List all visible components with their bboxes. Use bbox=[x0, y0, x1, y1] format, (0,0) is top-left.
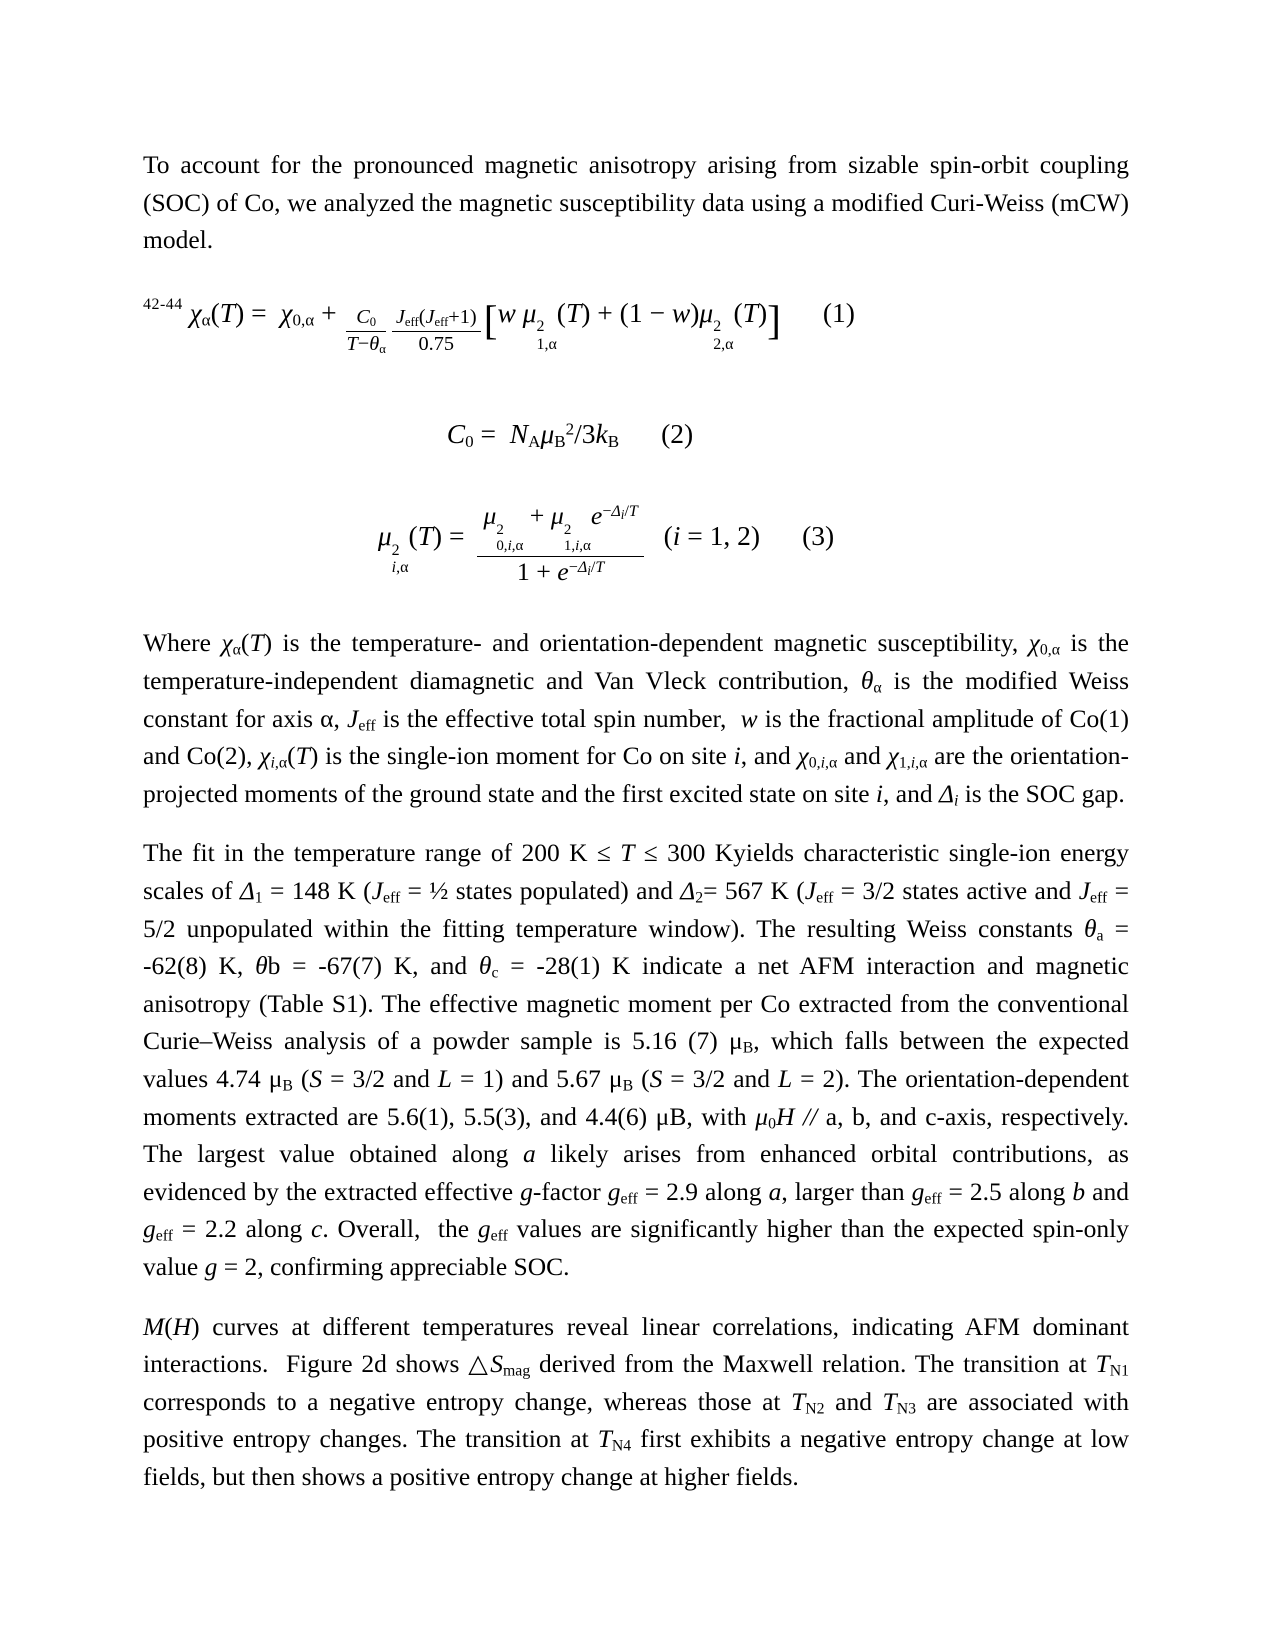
equation-2-body: $C_0 = N_A\mu_B^2/3k_B$ (2) bbox=[446, 417, 694, 451]
equation-2 bbox=[143, 414, 1129, 454]
equation-3 bbox=[143, 498, 1129, 589]
paragraph-intro: To account for the pronounced magnetic anisotropy arising from sizable spin-orbit coupling (SOC) of Co, we analyzed the magnetic susceptibility data using a modified Curi-Weiss (mCW) model. bbox=[143, 150, 1129, 255]
paragraph-variable-definitions: Where $\chi_\alpha(T)$ is the temperature- and orientation-dependent magnetic susceptibility, $\chi_{0,\alpha}$ is the temperature-independent diamagnetic and Van Vleck contribution, $\theta_\alpha$ is the modified Weiss constant for axis α, $J_{eff}$ is the effective total spin number, w is the fractional amplitude of Co(1) and Co(2), $\chi_{i,\alpha}(T)$ is the single-ion moment for Co on site i, and $\chi_{0,i,\alpha}$ and $\chi_{1,i,\alpha}$ are the orientation-projected moments of the ground state and the first excited state on site i, and $\Delta_i$ is the SOC gap. bbox=[143, 628, 1130, 810]
equation-1: $^{42-44}$ $\chi_\alpha(T) = \chi_{0,\alpha}$ + $\frac{C_0}{T-\theta_\alpha}$ $\frac{J_{eff}(J_{eff}+1)}{0.75}$ [w μ 2 1,α (T) + (1 − w)μ 2 2,α (T)] (1) bbox=[143, 295, 855, 356]
paragraph-mh-curves: M(H) curves at different temperatures reveal linear correlations, indicating AFM dominant interactions. Figure 2d shows $\triangle S_{mag}$ derived from the Maxwell relation. The transition at $T_{N1}$ corresponds to a negative entropy change, whereas those at $T_{N2}$ and $T_{N3}$ are associated with positive entropy changes. The transition at $T_{N4}$ first exhibits a negative entropy change at low fields, but then shows a positive entropy change at higher fields. bbox=[143, 1311, 1129, 1491]
equation-3-body: μ 2 i,α (T) = μ 2 0,i,α + μ 2 1,i,α $e^{-\Delta_i/T}$ $1 + e^{-\Delta_i/T}$ (i = 1, 2) (3) bbox=[377, 501, 835, 586]
paragraph-fit-results: The fit in the temperature range of 200 K ≤ T ≤ 300 Kyields characteristic single-ion energy scales of $\Delta_1 = 148$ K ($J_{eff}$ = ½ states populated) and $\Delta_2= 567$ K ($J_{eff} = 3/2$ states active and $J_{eff} = 5/2$ unpopulated within the fitting temperature window). The resulting Weiss constants $\theta_a = -62(8)$ K, θb = -67(7) K, and $\theta_c = -28(1)$ K indicate a net AFM interaction and magnetic anisotropy (Table S1). The effective magnetic moment per Co extracted from the conventional Curie–Weiss analysis of a powder sample is 5.16 (7) $\mu_B$, which falls between the expected values 4.74 $\mu_B$ (S = 3/2 and L = 1) and 5.67 $\mu_B$ (S = 3/2 and L = 2). The orientation-dependent moments extracted are 5.6(1), 5.5(3), and 4.4(6) μB, with $\mu_0H$ // a, b, and c-axis, respectively. The largest value obtained along a likely arises from enhanced orbital contributions, as evidenced by the extracted effective g-factor $g_{eff} = 2.9$ along a, larger than $g_{eff} = 2.5$ along b and $g_{eff} = 2.2$ along c. Overall, the $g_{eff}$ values are significantly higher than the expected spin-only value g = 2, confirming appreciable SOC. bbox=[143, 838, 1130, 1281]
page-text-block bbox=[143, 146, 1129, 1495]
